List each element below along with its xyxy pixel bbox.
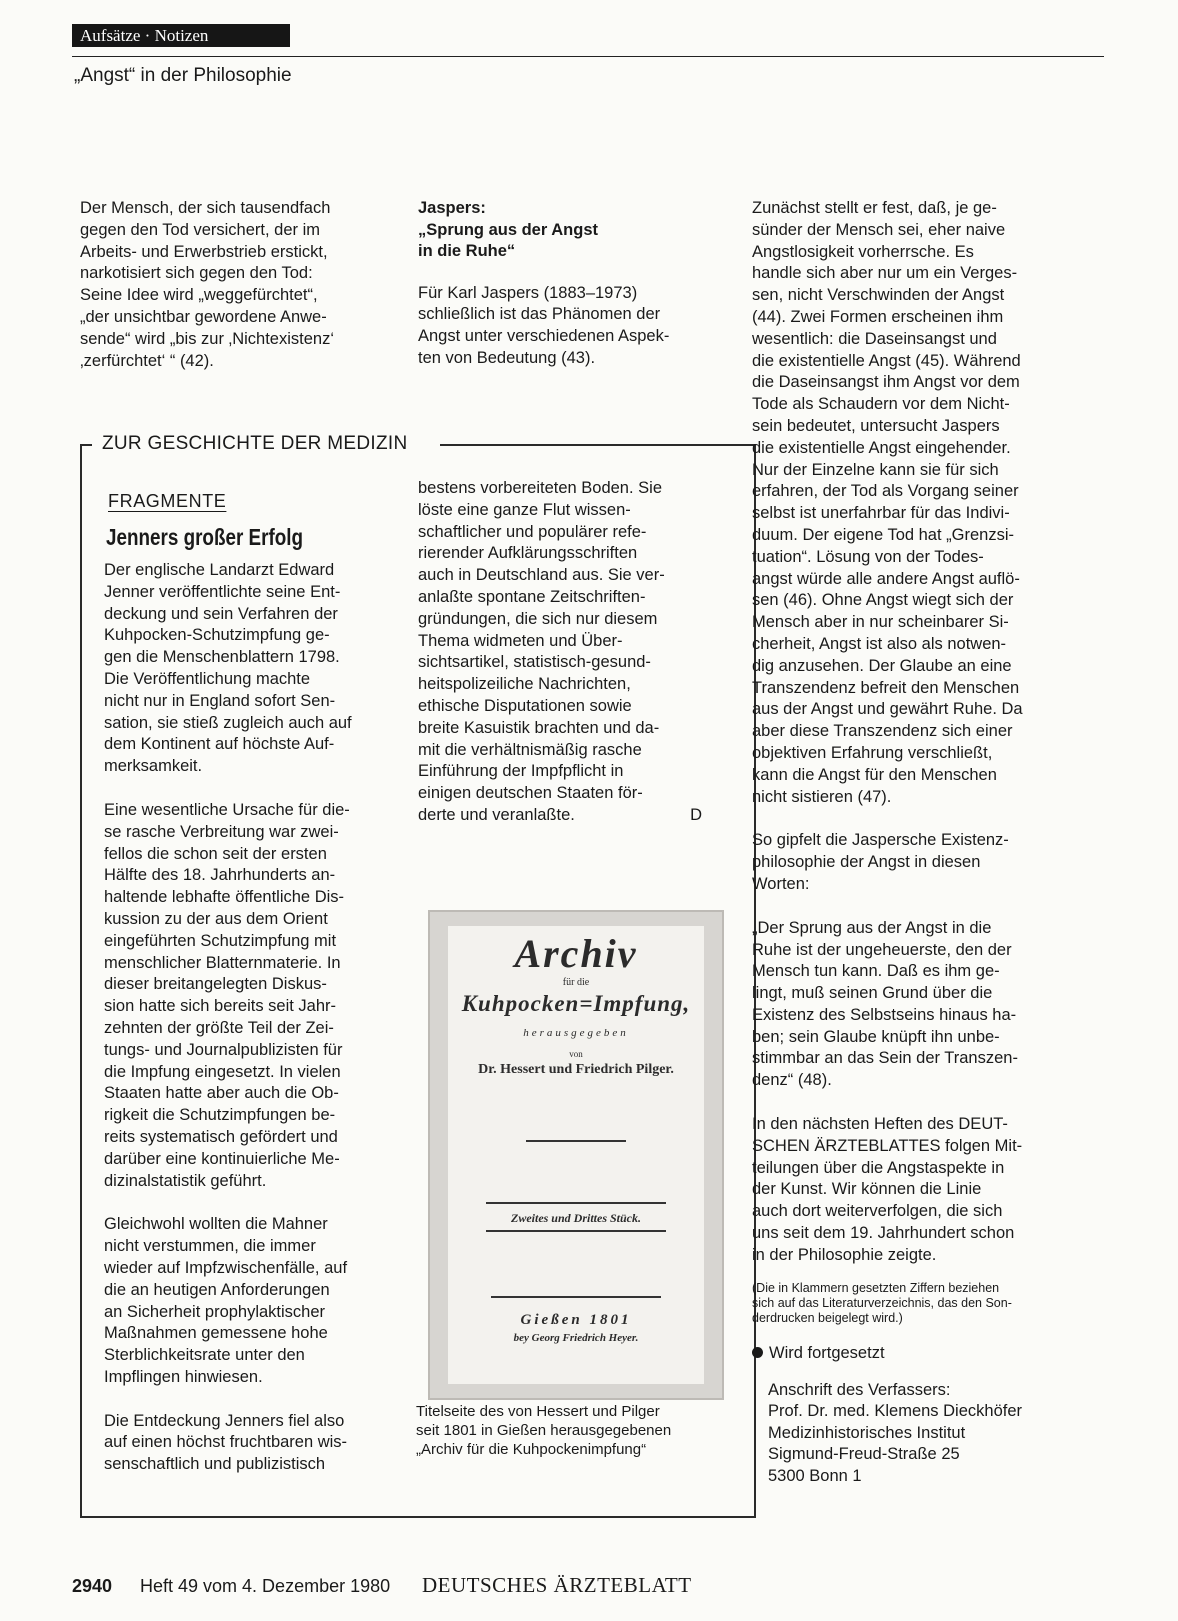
text-line: „der unsichtbar gewordene Anwe- bbox=[80, 307, 327, 326]
text-line: menschlicher Blatternmaterie. In bbox=[104, 953, 341, 972]
book-divider bbox=[486, 1202, 666, 1204]
text-line: auf einen höchst fruchtbaren wis- bbox=[104, 1433, 348, 1452]
text-line: Impflingen hinwiesen. bbox=[104, 1367, 263, 1386]
text-line: schaftlicher und populärer refe- bbox=[418, 522, 647, 541]
text-line: Arbeits- und Erwerbstrieb erstickt, bbox=[80, 242, 328, 261]
text-line: Hälfte des 18. Jahrhunderts an- bbox=[104, 866, 336, 885]
text-line: So gipfelt die Jaspersche Existenz- bbox=[752, 831, 1009, 850]
text-line: ten von Bedeutung (43). bbox=[418, 348, 596, 367]
book-title-line: bey Georg Friedrich Heyer. bbox=[513, 1332, 639, 1344]
heading-line: in die Ruhe“ bbox=[418, 242, 516, 260]
caption-line: seit 1801 in Gießen herausgegebenen bbox=[416, 1422, 672, 1439]
caption-line: „Archiv für die Kuhpockenimpfung“ bbox=[416, 1441, 647, 1458]
text-line: rierender Aufklärungsschriften bbox=[418, 544, 638, 563]
text-line-content: derte und veranlaßte. bbox=[418, 805, 575, 824]
bullet-icon bbox=[752, 1347, 763, 1358]
text-line: Angst unter verschiedenen Aspek- bbox=[418, 327, 670, 346]
text-line: Sterblichkeitsrate unter den bbox=[104, 1346, 305, 1365]
text-line: teilungen über die Angstaspekte in bbox=[752, 1158, 1005, 1177]
text-line: Angstlosigkeit vorherrsche. Es bbox=[752, 242, 974, 261]
page-number: 2940 bbox=[72, 1576, 113, 1596]
text-line: schließlich ist das Phänomen der bbox=[418, 305, 661, 324]
text-line: Seine Idee wird „weggefürchtet“, bbox=[80, 286, 318, 305]
text-line: breite Kasuistik brachten und da- bbox=[418, 718, 660, 737]
address-line: 5300 Bonn 1 bbox=[768, 1466, 862, 1485]
text-line: stimmbar an das Sein der Transzen- bbox=[752, 1049, 1018, 1068]
left-column-intro bbox=[80, 198, 390, 372]
text-line: Mensch aber in nur scheinbarer Si- bbox=[752, 613, 1009, 632]
box-right-column bbox=[418, 478, 704, 827]
text-line: dig anzusehen. Der Glaube an eine bbox=[752, 656, 1012, 675]
text-line: narkotisiert sich gegen den Tod: bbox=[80, 264, 313, 283]
book-divider bbox=[491, 1296, 661, 1298]
text-line: auch in Deutschland aus. Sie ver- bbox=[418, 566, 665, 585]
text-line: nicht verstummen, die immer bbox=[104, 1237, 316, 1256]
address-line: Anschrift des Verfassers: bbox=[768, 1380, 951, 1399]
heading-line: „Sprung aus der Angst bbox=[418, 220, 598, 239]
continued-label: Wird fortgesetzt bbox=[769, 1343, 885, 1362]
text-line: auch dort weiterverfolgen, die sich bbox=[752, 1202, 1003, 1221]
image-caption bbox=[416, 1402, 736, 1459]
text-line: eingeführten Schutzimpfung mit bbox=[104, 931, 337, 950]
text-line: fellos die schon seit der ersten bbox=[104, 844, 327, 863]
paragraph bbox=[104, 560, 388, 778]
text-line: sation, sie stieß zugleich auch auf bbox=[104, 713, 352, 732]
text-line: Die Entdeckung Jenners fiel also bbox=[104, 1411, 345, 1430]
text-line: Der englische Landarzt Edward bbox=[104, 561, 335, 579]
book-title-line: Gießen 1801 bbox=[520, 1312, 632, 1328]
box-top-border-right bbox=[440, 444, 756, 446]
text-line: Für Karl Jaspers (1883–1973) bbox=[418, 283, 638, 302]
text-line: haltende lebhafte öffentliche Dis- bbox=[104, 888, 345, 907]
book-title-line: von bbox=[569, 1049, 583, 1059]
text-line: löste eine ganze Flut wissen- bbox=[418, 500, 631, 519]
text-line: Jenner veröffentlichte seine Ent- bbox=[104, 582, 341, 601]
text-line: die Impfung eingesetzt. In vielen bbox=[104, 1062, 341, 1081]
text-line: bestens vorbereiteten Boden. Sie bbox=[418, 479, 662, 497]
text-line: se rasche Verbreitung war zwei- bbox=[104, 822, 339, 841]
text-line: dem Kontinent auf höchste Auf- bbox=[104, 735, 335, 754]
address-line: Sigmund-Freud-Straße 25 bbox=[768, 1445, 960, 1464]
text-line: anlaßte spontane Zeitschriften- bbox=[418, 587, 646, 606]
text-line: ben; sein Glaube knüpft ihn unbe- bbox=[752, 1027, 1000, 1046]
text-line: nicht sistieren (47). bbox=[752, 787, 892, 806]
text-line: wieder auf Impfzwischenfälle, auf bbox=[104, 1258, 348, 1277]
text-line: Thema widmeten und Über- bbox=[418, 631, 623, 650]
text-line: philosophie der Angst in diesen bbox=[752, 853, 981, 872]
address-line: Medizinhistorisches Institut bbox=[768, 1423, 966, 1442]
text-line: sichtsartikel, statistisch-gesund- bbox=[418, 653, 651, 672]
text-line: sein bedeutet, untersucht Jaspers bbox=[752, 416, 1000, 435]
book-title-line: Zweites und Drittes Stück. bbox=[510, 1211, 641, 1225]
footnote-line: sich auf das Literaturverzeichnis, das den Son- bbox=[752, 1295, 1012, 1310]
text-line: „Der Sprung aus der Angst in die bbox=[752, 918, 992, 937]
text-line: aus der Angst und gewährt Ruhe. Da bbox=[752, 700, 1023, 719]
text-line: erfahren, der Tod als Vorgang seiner bbox=[752, 482, 1019, 501]
text-line: aber diese Transzendenz sich einer bbox=[752, 722, 1013, 741]
text-line: dizinalstatistik geführt. bbox=[104, 1171, 267, 1190]
text-line: sen, nicht Verschwinden der Angst bbox=[752, 286, 1005, 305]
text-line: sen (46). Ohne Angst wiegt sich der bbox=[752, 591, 1014, 610]
text-line: Ruhe ist der ungeheuerste, den der bbox=[752, 940, 1012, 959]
jaspers-section bbox=[418, 198, 728, 370]
text-line: Nur der Einzelne kann sie für sich bbox=[752, 460, 999, 479]
paragraph bbox=[752, 830, 1062, 895]
book-title-line: Dr. Hessert und Friedrich Pilger. bbox=[478, 1062, 674, 1077]
text-line: gen die Menschenblattern 1798. bbox=[104, 648, 340, 667]
magazine-name: DEUTSCHES ÄRZTEBLATT bbox=[422, 1573, 692, 1597]
box-kicker: FRAGMENTE bbox=[108, 491, 227, 511]
text-line: Einführung der Impfpflicht in bbox=[418, 762, 624, 781]
text-line: duum. Der eigene Tod hat „Grenzsi- bbox=[752, 525, 1014, 544]
text-line: dieser breitangelegten Diskus- bbox=[104, 975, 327, 994]
author-address bbox=[768, 1380, 1062, 1488]
paragraph bbox=[104, 800, 388, 1192]
text-line: lingt, muß seinen Grund über die bbox=[752, 984, 993, 1003]
text-line: tungs- und Journalpublizisten für bbox=[104, 1040, 343, 1059]
box-headline: Jenners großer Erfolg bbox=[106, 524, 304, 550]
footnote-line: (Die in Klammern gesetzten Ziffern beziehen bbox=[752, 1280, 1000, 1295]
text-line: die existentielle Angst (45). Während bbox=[752, 351, 1021, 370]
text-line: sion hatte sich bereits seit Jahr- bbox=[104, 997, 337, 1016]
book-title-line: herausgegeben bbox=[523, 1027, 629, 1039]
continued-notice bbox=[752, 1342, 1062, 1364]
box-top-border-left bbox=[80, 444, 92, 446]
text-line: wesentlich: die Daseinsangst und bbox=[752, 329, 997, 348]
footnote bbox=[752, 1281, 1062, 1326]
text-line: senschaftlich und publizistisch bbox=[104, 1455, 326, 1474]
text-line: ethische Disputationen sowie bbox=[418, 696, 632, 715]
text-line: die existentielle Angst eingehender. bbox=[752, 438, 1011, 457]
book-title: Archiv bbox=[514, 931, 638, 976]
text-line: einigen deutschen Staaten för- bbox=[418, 784, 643, 803]
book-divider bbox=[486, 1230, 666, 1232]
text-line: kussion zu der aus dem Orient bbox=[104, 909, 328, 928]
text-line: zehnten der größte Teil der Zei- bbox=[104, 1018, 334, 1037]
book-title-page-image bbox=[428, 910, 724, 1400]
text-line: Maßnahmen gemessene hohe bbox=[104, 1324, 328, 1343]
text-line: gegen den Tod versichert, der im bbox=[80, 220, 320, 239]
text-line: gründungen, die sich nur diesem bbox=[418, 609, 658, 628]
paragraph bbox=[104, 1214, 388, 1388]
text-line: sende“ wird „bis zur ‚Nichtexistenz‘ bbox=[80, 329, 335, 348]
book-title-line: für die bbox=[562, 977, 590, 988]
text-line: Kuhpocken-Schutzimpfung ge- bbox=[104, 626, 330, 645]
paragraph bbox=[752, 1114, 1062, 1267]
text-line bbox=[418, 805, 704, 827]
quote-paragraph bbox=[752, 918, 1062, 1092]
text-line: deckung und sein Verfahren der bbox=[104, 604, 338, 623]
book-divider bbox=[526, 1140, 626, 1142]
text-line: Eine wesentliche Ursache für die- bbox=[104, 800, 350, 819]
text-line: sünder der Mensch sei, eher naive bbox=[752, 220, 1006, 239]
text-line: ‚zerfürchtet‘ “ (42). bbox=[80, 351, 214, 370]
text-line: Mensch tun kann. Daß es ihm ge- bbox=[752, 962, 1000, 981]
text-line: Staaten hatte aber auch die Ob- bbox=[104, 1084, 339, 1103]
text-line: uns seit dem 19. Jahrhundert schon bbox=[752, 1224, 1015, 1243]
author-signature: D bbox=[690, 805, 702, 824]
text-line: denz“ (48). bbox=[752, 1071, 832, 1090]
text-line: die Daseinsangst ihm Angst vor dem bbox=[752, 373, 1020, 392]
text-line: die an heutigen Anforderungen bbox=[104, 1280, 330, 1299]
right-column bbox=[752, 198, 1062, 1487]
text-line: nicht nur in England sofort Sen- bbox=[104, 691, 336, 710]
box-title: ZUR GESCHICHTE DER MEDIZIN bbox=[102, 433, 408, 454]
header-divider bbox=[72, 56, 1104, 57]
text-line: Zunächst stellt er fest, daß, je ge- bbox=[752, 199, 997, 217]
text-line: In den nächsten Heften des DEUT- bbox=[752, 1115, 1008, 1134]
text-line: reits systematisch gefördert und bbox=[104, 1127, 338, 1146]
text-line: tuation“. Lösung von der Todes- bbox=[752, 547, 984, 566]
book-title-line: Kuhpocken=Impfung, bbox=[461, 991, 691, 1016]
text-line: handle sich aber nur um ein Verges- bbox=[752, 264, 1018, 283]
text-line: heitspolizeiliche Nachrichten, bbox=[418, 675, 631, 694]
text-line: (44). Zwei Formen erscheinen ihm bbox=[752, 307, 1004, 326]
text-line: an Sicherheit prophylaktischer bbox=[104, 1302, 326, 1321]
issue-info: Heft 49 vom 4. Dezember 1980 bbox=[140, 1576, 391, 1596]
paragraph bbox=[752, 198, 1062, 808]
text-line: SCHEN ÄRZTEBLATTES folgen Mit- bbox=[752, 1136, 1023, 1155]
text-line: Die Veröffentlichung machte bbox=[104, 669, 311, 688]
text-line: selbst ist unerfahrbar für das Indivi- bbox=[752, 504, 1010, 523]
book-title-page bbox=[448, 926, 704, 1384]
text-line: cherheit, Angst ist also als notwen- bbox=[752, 634, 1007, 653]
footnote-line: derdrucken beigelegt wird.) bbox=[752, 1310, 903, 1325]
text-line: Gleichwohl wollten die Mahner bbox=[104, 1215, 328, 1234]
address-line: Prof. Dr. med. Klemens Dieckhöfer bbox=[768, 1402, 1023, 1421]
text-line: der Kunst. Wir können die Linie bbox=[752, 1180, 982, 1199]
text-line: objektiven Erfahrung verschließt, bbox=[752, 743, 993, 762]
text-line: in der Philosophie zeigte. bbox=[752, 1245, 937, 1264]
jaspers-intro bbox=[418, 283, 728, 370]
paragraph bbox=[104, 1411, 388, 1476]
text-line: kann die Angst für den Menschen bbox=[752, 765, 997, 784]
caption-line: Titelseite des von Hessert und Pilger bbox=[416, 1403, 660, 1420]
section-label: Aufsätze · Notizen bbox=[80, 26, 209, 45]
heading-line: Jaspers: bbox=[418, 199, 486, 217]
text-line: Worten: bbox=[752, 874, 810, 893]
text-line: Existenz des Selbstseins hinaus ha- bbox=[752, 1005, 1017, 1024]
page-subtitle: „Angst“ in der Philosophie bbox=[74, 65, 292, 86]
box-left-column bbox=[104, 560, 388, 1498]
jaspers-heading bbox=[418, 198, 728, 263]
text-line: Der Mensch, der sich tausendfach bbox=[80, 199, 331, 217]
text-line: mit die verhältnismäßig rasche bbox=[418, 740, 642, 759]
text-line: merksamkeit. bbox=[104, 757, 203, 776]
text-line: Tode als Schaudern vor dem Nicht- bbox=[752, 395, 1010, 414]
text-line: angst würde alle andere Angst auflö- bbox=[752, 569, 1020, 588]
text-line: Transzendenz befreit den Menschen bbox=[752, 678, 1020, 697]
text-line: darüber eine kontinuierliche Me- bbox=[104, 1149, 340, 1168]
text-line: rigkeit die Schutzimpfungen be- bbox=[104, 1106, 336, 1125]
